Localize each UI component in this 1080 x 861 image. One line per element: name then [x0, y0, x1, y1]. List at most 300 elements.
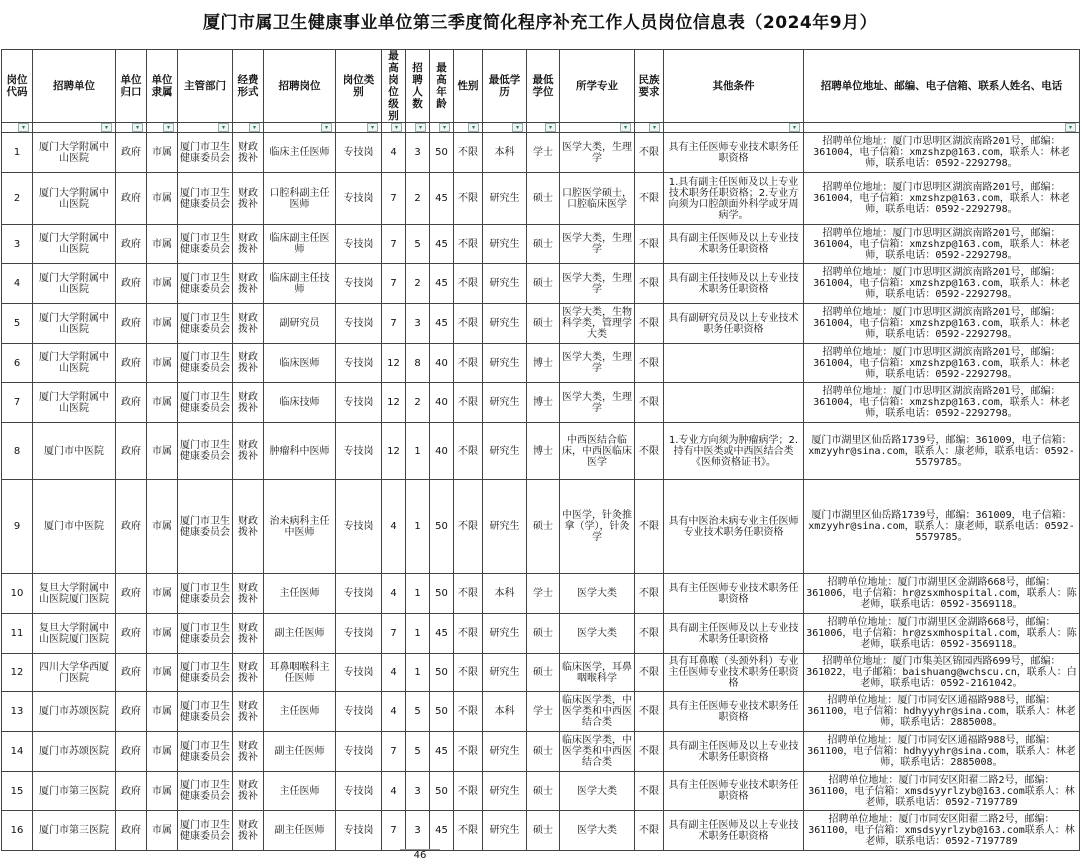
cell-count: 1 [406, 574, 430, 614]
cell-funding: 财政拨补 [233, 423, 264, 480]
filter-dropdown-icon[interactable]: ▾ [163, 123, 174, 132]
header-cell: 单位隶属 [147, 50, 178, 123]
cell-ethnicity: 不限 [635, 344, 664, 383]
table-row [2, 614, 1080, 654]
cell-funding: 财政拨补 [233, 344, 264, 383]
cell-unit: 四川大学华西厦门医院 [33, 654, 116, 692]
cell-unit: 厦门大学附属中山医院 [33, 225, 116, 264]
cell-degree: 硕士 [527, 732, 560, 772]
cell-count: 3 [406, 811, 430, 851]
cell-education: 研究生 [483, 811, 527, 851]
table-row [2, 264, 1080, 304]
cell-major: 医学大类，生理学 [560, 383, 635, 423]
cell-major: 临床医学类，中医学类和中西医结合类 [560, 732, 635, 772]
cell-level: 4 [382, 480, 406, 574]
cell-code: 14 [2, 732, 33, 772]
cell-post: 口腔科副主任医师 [264, 173, 336, 225]
cell-gender: 不限 [454, 133, 483, 173]
filter-dropdown-icon[interactable]: ▾ [101, 123, 112, 132]
cell-funding: 财政拨补 [233, 264, 264, 304]
table-row [2, 304, 1080, 344]
filter-cell [178, 123, 233, 133]
header-cell: 经费形式 [233, 50, 264, 123]
cell-funding: 财政拨补 [233, 574, 264, 614]
cell-department: 厦门市卫生健康委员会 [178, 574, 233, 614]
cell-education: 研究生 [483, 654, 527, 692]
cell-department: 厦门市卫生健康委员会 [178, 692, 233, 732]
filter-cell [116, 123, 147, 133]
header-cell: 岗位类别 [336, 50, 382, 123]
cell-post: 副主任医师 [264, 614, 336, 654]
cell-education: 研究生 [483, 772, 527, 811]
cell-ethnicity: 不限 [635, 654, 664, 692]
filter-cell [2, 123, 33, 133]
cell-major: 医学大类 [560, 614, 635, 654]
cell-contact: 招聘单位地址：厦门市湖里区金湖路668号，邮编：361006，电子信箱：hr@zsxmhospital.com，联系人：陈老师，联系电话：0592-3569118。 [804, 574, 1080, 614]
cell-unit-type: 政府 [116, 574, 147, 614]
header-cell: 最低学位 [527, 50, 560, 123]
cell-major: 口腔医学硕士，口腔临床医学 [560, 173, 635, 225]
cell-contact: 招聘单位地址：厦门市思明区湖滨南路201号，邮编：361004，电子信箱：xmzshzp@163.com，联系人：林老师，联系电话：0592-2292798。 [804, 133, 1080, 173]
cell-age: 40 [430, 423, 454, 480]
header-cell: 其他条件 [664, 50, 804, 123]
position-table [1, 49, 1080, 851]
cell-education: 研究生 [483, 732, 527, 772]
cell-contact: 招聘单位地址：厦门市思明区湖滨南路201号，邮编：361004，电子信箱：xmzshzp@163.com，联系人：林老师，联系电话：0592-2292798。 [804, 173, 1080, 225]
cell-department: 厦门市卫生健康委员会 [178, 654, 233, 692]
cell-age: 40 [430, 344, 454, 383]
filter-dropdown-icon[interactable]: ▾ [367, 123, 378, 132]
cell-post-type: 专技岗 [336, 614, 382, 654]
cell-post: 肿瘤科中医师 [264, 423, 336, 480]
cell-funding: 财政拨补 [233, 304, 264, 344]
cell-affiliation: 市属 [147, 423, 178, 480]
cell-contact: 招聘单位地址：厦门市同安区阳翟二路2号，邮编：361100，电子信箱：xmsdsyyrlzyb@163.com联系人：林老师，联系电话：0592-7197789 [804, 772, 1080, 811]
cell-funding: 财政拨补 [233, 811, 264, 851]
cell-count: 1 [406, 480, 430, 574]
cell-level: 7 [382, 304, 406, 344]
cell-unit: 厦门市苏颂医院 [33, 732, 116, 772]
cell-department: 厦门市卫生健康委员会 [178, 480, 233, 574]
cell-education: 研究生 [483, 614, 527, 654]
cell-funding: 财政拨补 [233, 383, 264, 423]
cell-education: 研究生 [483, 264, 527, 304]
cell-other-conditions: 1.具有副主任医师及以上专业技术职务任职资格；2.专业方向须为口腔颌面外科学或牙周病学。 [664, 173, 804, 225]
cell-post-type: 专技岗 [336, 574, 382, 614]
cell-count: 5 [406, 692, 430, 732]
cell-degree: 硕士 [527, 304, 560, 344]
cell-code: 11 [2, 614, 33, 654]
cell-ethnicity: 不限 [635, 264, 664, 304]
cell-ethnicity: 不限 [635, 772, 664, 811]
cell-level: 4 [382, 692, 406, 732]
cell-age: 45 [430, 173, 454, 225]
cell-department: 厦门市卫生健康委员会 [178, 811, 233, 851]
table-body [2, 123, 1080, 851]
filter-row [2, 123, 1080, 133]
filter-cell [382, 123, 406, 133]
cell-degree: 硕士 [527, 173, 560, 225]
cell-code: 16 [2, 811, 33, 851]
cell-ethnicity: 不限 [635, 692, 664, 732]
cell-post-type: 专技岗 [336, 383, 382, 423]
cell-funding: 财政拨补 [233, 654, 264, 692]
header-cell: 岗位代码 [2, 50, 33, 123]
table-row [2, 654, 1080, 692]
cell-post: 主任医师 [264, 692, 336, 732]
cell-gender: 不限 [454, 304, 483, 344]
cell-gender: 不限 [454, 383, 483, 423]
header-cell: 最高年龄 [430, 50, 454, 123]
cell-major: 中医学，针灸推拿（学），针灸学 [560, 480, 635, 574]
cell-major: 医学大类 [560, 811, 635, 851]
cell-other-conditions: 具有耳鼻喉（头颈外科）专业主任医师专业技术职务任职资格 [664, 654, 804, 692]
cell-count: 8 [406, 344, 430, 383]
filter-cell [804, 123, 1080, 133]
cell-unit-type: 政府 [116, 173, 147, 225]
cell-contact: 招聘单位地址：厦门市思明区湖滨南路201号，邮编：361004，电子信箱：xmzshzp@163.com，联系人：林老师，联系电话：0592-2292798。 [804, 304, 1080, 344]
cell-code: 8 [2, 423, 33, 480]
table-row [2, 811, 1080, 851]
cell-post-type: 专技岗 [336, 133, 382, 173]
cell-major: 医学大类 [560, 772, 635, 811]
cell-degree: 博士 [527, 383, 560, 423]
cell-department: 厦门市卫生健康委员会 [178, 264, 233, 304]
cell-code: 4 [2, 264, 33, 304]
cell-affiliation: 市属 [147, 264, 178, 304]
cell-level: 12 [382, 383, 406, 423]
cell-unit-type: 政府 [116, 423, 147, 480]
table-row [2, 133, 1080, 173]
cell-degree: 硕士 [527, 480, 560, 574]
filter-dropdown-icon[interactable]: ▾ [18, 123, 29, 132]
cell-level: 4 [382, 654, 406, 692]
cell-ethnicity: 不限 [635, 304, 664, 344]
filter-dropdown-icon[interactable]: ▾ [545, 123, 556, 132]
cell-unit: 厦门大学附属中山医院 [33, 264, 116, 304]
cell-major: 医学大类，生物科学类，管理学大类 [560, 304, 635, 344]
cell-count: 2 [406, 383, 430, 423]
cell-ethnicity: 不限 [635, 383, 664, 423]
cell-department: 厦门市卫生健康委员会 [178, 423, 233, 480]
cell-gender: 不限 [454, 423, 483, 480]
table-row [2, 732, 1080, 772]
cell-count: 1 [406, 614, 430, 654]
cell-unit: 复旦大学附属中山医院厦门医院 [33, 614, 116, 654]
cell-major: 临床医学类，中医学类和中西医结合类 [560, 692, 635, 732]
cell-other-conditions: 具有主任医师专业技术职务任职资格 [664, 692, 804, 732]
filter-dropdown-icon[interactable]: ▾ [512, 123, 523, 132]
cell-contact: 招聘单位地址：厦门市集美区锦园西路699号，邮编：361022，电子邮箱：baishuang@wchscu.cn，联系人：白老师，联系电话：0592-2161042。 [804, 654, 1080, 692]
cell-contact: 招聘单位地址：厦门市思明区湖滨南路201号，邮编：361004，电子信箱：xmzshzp@163.com，联系人：林老师，联系电话：0592-2292798。 [804, 383, 1080, 423]
cell-degree: 博士 [527, 423, 560, 480]
cell-post-type: 专技岗 [336, 732, 382, 772]
cell-unit-type: 政府 [116, 654, 147, 692]
cell-education: 本科 [483, 133, 527, 173]
cell-post: 治未病科主任中医师 [264, 480, 336, 574]
cell-gender: 不限 [454, 344, 483, 383]
cell-education: 本科 [483, 692, 527, 732]
cell-post: 副主任医师 [264, 811, 336, 851]
page-title: 厦门市属卫生健康事业单位第三季度简化程序补充工作人员岗位信息表（2024年9月） [202, 13, 878, 33]
cell-ethnicity: 不限 [635, 173, 664, 225]
cell-ethnicity: 不限 [635, 423, 664, 480]
cell-major: 医学大类，生理学 [560, 225, 635, 264]
cell-age: 50 [430, 480, 454, 574]
header-cell: 民族要求 [635, 50, 664, 123]
cell-gender: 不限 [454, 614, 483, 654]
header-cell: 单位归口 [116, 50, 147, 123]
cell-unit-type: 政府 [116, 304, 147, 344]
cell-gender: 不限 [454, 225, 483, 264]
table-row [2, 423, 1080, 480]
cell-affiliation: 市属 [147, 225, 178, 264]
cell-department: 厦门市卫生健康委员会 [178, 225, 233, 264]
filter-dropdown-icon[interactable]: ▾ [249, 123, 260, 132]
header-cell: 最高岗位级别 [382, 50, 406, 123]
cell-level: 7 [382, 173, 406, 225]
table-row [2, 574, 1080, 614]
cell-age: 45 [430, 614, 454, 654]
cell-affiliation: 市属 [147, 133, 178, 173]
cell-degree: 硕士 [527, 811, 560, 851]
cell-count: 2 [406, 173, 430, 225]
cell-department: 厦门市卫生健康委员会 [178, 772, 233, 811]
header-cell: 主管部门 [178, 50, 233, 123]
cell-education: 研究生 [483, 225, 527, 264]
cell-post: 临床副主任医师 [264, 225, 336, 264]
cell-post-type: 专技岗 [336, 480, 382, 574]
cell-age: 45 [430, 264, 454, 304]
cell-post: 副主任医师 [264, 732, 336, 772]
cell-unit: 厦门大学附属中山医院 [33, 344, 116, 383]
cell-education: 研究生 [483, 173, 527, 225]
cell-post-type: 专技岗 [336, 692, 382, 732]
cell-major: 医学大类，生理学 [560, 264, 635, 304]
cell-degree: 学士 [527, 574, 560, 614]
cell-contact: 招聘单位地址：厦门市湖里区金湖路668号，邮编：361006，电子信箱：hr@zsxmhospital.com，联系人：陈老师，联系电话：0592-3569118。 [804, 614, 1080, 654]
filter-dropdown-icon[interactable]: ▾ [132, 123, 143, 132]
cell-post-type: 专技岗 [336, 225, 382, 264]
cell-age: 50 [430, 654, 454, 692]
table-row [2, 692, 1080, 732]
cell-other-conditions [664, 383, 804, 423]
cell-unit: 厦门大学附属中山医院 [33, 383, 116, 423]
filter-cell [264, 123, 336, 133]
cell-degree: 学士 [527, 692, 560, 732]
filter-dropdown-icon[interactable]: ▾ [468, 123, 479, 132]
cell-age: 45 [430, 225, 454, 264]
cell-gender: 不限 [454, 264, 483, 304]
cell-funding: 财政拨补 [233, 480, 264, 574]
cell-degree: 硕士 [527, 772, 560, 811]
table-row [2, 173, 1080, 225]
cell-gender: 不限 [454, 811, 483, 851]
cell-age: 50 [430, 574, 454, 614]
cell-contact: 招聘单位地址：厦门市思明区湖滨南路201号，邮编：361004，电子信箱：xmzshzp@163.com，联系人：林老师，联系电话：0592-2292798。 [804, 264, 1080, 304]
filter-dropdown-icon[interactable]: ▾ [415, 123, 426, 132]
cell-post: 临床副主任技师 [264, 264, 336, 304]
cell-unit: 厦门大学附属中山医院 [33, 173, 116, 225]
cell-post-type: 专技岗 [336, 344, 382, 383]
cell-ethnicity: 不限 [635, 574, 664, 614]
cell-age: 45 [430, 732, 454, 772]
cell-contact: 厦门市湖里区仙岳路1739号，邮编：361009，电子信箱：xmzyyhr@sina.com，联系人：康老师，联系电话：0592-5579785。 [804, 480, 1080, 574]
cell-other-conditions: 具有副主任医师及以上专业技术职务任职资格 [664, 732, 804, 772]
cell-affiliation: 市属 [147, 383, 178, 423]
filter-dropdown-icon[interactable]: ▾ [620, 123, 631, 132]
cell-other-conditions: 1.专业方向须为肿瘤病学；2.持有中医类或中西医结合类《医师资格证书》。 [664, 423, 804, 480]
cell-funding: 财政拨补 [233, 225, 264, 264]
cell-affiliation: 市属 [147, 732, 178, 772]
cell-other-conditions: 具有中医治未病专业主任医师专业技术职务任职资格 [664, 480, 804, 574]
filter-dropdown-icon[interactable]: ▾ [1065, 123, 1076, 132]
cell-post: 临床主任医师 [264, 133, 336, 173]
cell-unit: 厦门市第三医院 [33, 772, 116, 811]
cell-degree: 硕士 [527, 614, 560, 654]
cell-unit-type: 政府 [116, 133, 147, 173]
cell-affiliation: 市属 [147, 811, 178, 851]
cell-funding: 财政拨补 [233, 692, 264, 732]
cell-major: 中西医结合临床，中西医临床医学 [560, 423, 635, 480]
cell-funding: 财政拨补 [233, 173, 264, 225]
cell-level: 7 [382, 225, 406, 264]
cell-count: 5 [406, 732, 430, 772]
cell-post-type: 专技岗 [336, 173, 382, 225]
table-row [2, 225, 1080, 264]
cell-post: 副研究员 [264, 304, 336, 344]
filter-cell [336, 123, 382, 133]
cell-post-type: 专技岗 [336, 423, 382, 480]
cell-major: 临床医学，耳鼻咽喉科学 [560, 654, 635, 692]
cell-major: 医学大类，生理学 [560, 133, 635, 173]
cell-unit: 厦门大学附属中山医院 [33, 304, 116, 344]
cell-contact: 招聘单位地址：厦门市思明区湖滨南路201号，邮编：361004，电子信箱：xmzshzp@163.com，联系人：林老师，联系电话：0592-2292798。 [804, 225, 1080, 264]
cell-age: 40 [430, 383, 454, 423]
table-row [2, 344, 1080, 383]
filter-cell [560, 123, 635, 133]
filter-cell [233, 123, 264, 133]
cell-other-conditions: 具有主任医师专业技术职务任职资格 [664, 133, 804, 173]
cell-degree: 博士 [527, 344, 560, 383]
filter-cell [406, 123, 430, 133]
cell-post-type: 专技岗 [336, 304, 382, 344]
cell-age: 45 [430, 811, 454, 851]
cell-unit-type: 政府 [116, 480, 147, 574]
cell-code: 1 [2, 133, 33, 173]
filter-dropdown-icon[interactable]: ▾ [439, 123, 450, 132]
filter-dropdown-icon[interactable]: ▾ [649, 123, 660, 132]
cell-unit-type: 政府 [116, 614, 147, 654]
header-cell: 最低学历 [483, 50, 527, 123]
filter-cell [635, 123, 664, 133]
cell-ethnicity: 不限 [635, 732, 664, 772]
cell-post: 主任医师 [264, 574, 336, 614]
filter-cell [33, 123, 116, 133]
filter-dropdown-icon[interactable]: ▾ [321, 123, 332, 132]
filter-cell [454, 123, 483, 133]
cell-other-conditions: 具有副主任医师及以上专业技术职务任职资格 [664, 225, 804, 264]
cell-education: 研究生 [483, 480, 527, 574]
cell-code: 9 [2, 480, 33, 574]
cell-ethnicity: 不限 [635, 614, 664, 654]
filter-cell [430, 123, 454, 133]
cell-unit-type: 政府 [116, 772, 147, 811]
cell-age: 50 [430, 133, 454, 173]
cell-count: 3 [406, 304, 430, 344]
cell-ethnicity: 不限 [635, 133, 664, 173]
cell-affiliation: 市属 [147, 692, 178, 732]
cell-code: 3 [2, 225, 33, 264]
filter-cell [527, 123, 560, 133]
cell-gender: 不限 [454, 772, 483, 811]
cell-department: 厦门市卫生健康委员会 [178, 732, 233, 772]
cell-unit: 厦门市中医院 [33, 480, 116, 574]
cell-post-type: 专技岗 [336, 654, 382, 692]
cell-level: 7 [382, 732, 406, 772]
cell-count: 5 [406, 225, 430, 264]
cell-unit: 厦门市第三医院 [33, 811, 116, 851]
cell-affiliation: 市属 [147, 574, 178, 614]
header-cell: 性别 [454, 50, 483, 123]
header-cell: 招聘单位地址、邮编、电子信箱、联系人姓名、电话 [804, 50, 1080, 123]
header-cell: 所学专业 [560, 50, 635, 123]
header-cell: 招聘单位 [33, 50, 116, 123]
filter-cell [664, 123, 804, 133]
cell-count: 2 [406, 264, 430, 304]
cell-code: 10 [2, 574, 33, 614]
cell-department: 厦门市卫生健康委员会 [178, 173, 233, 225]
filter-cell [147, 123, 178, 133]
cell-gender: 不限 [454, 692, 483, 732]
table-row [2, 480, 1080, 574]
header-row [2, 50, 1080, 123]
cell-degree: 学士 [527, 133, 560, 173]
cell-level: 4 [382, 574, 406, 614]
filter-dropdown-icon[interactable]: ▾ [391, 123, 402, 132]
cell-post-type: 专技岗 [336, 772, 382, 811]
cell-affiliation: 市属 [147, 344, 178, 383]
cell-post: 临床技师 [264, 383, 336, 423]
cell-post: 临床医师 [264, 344, 336, 383]
cell-degree: 硕士 [527, 654, 560, 692]
cell-affiliation: 市属 [147, 654, 178, 692]
cell-unit-type: 政府 [116, 732, 147, 772]
header-cell: 招聘岗位 [264, 50, 336, 123]
cell-funding: 财政拨补 [233, 732, 264, 772]
cell-department: 厦门市卫生健康委员会 [178, 304, 233, 344]
cell-age: 45 [430, 304, 454, 344]
cell-level: 12 [382, 423, 406, 480]
cell-department: 厦门市卫生健康委员会 [178, 133, 233, 173]
filter-dropdown-icon[interactable]: ▾ [789, 123, 800, 132]
cell-department: 厦门市卫生健康委员会 [178, 344, 233, 383]
cell-unit-type: 政府 [116, 383, 147, 423]
cell-other-conditions: 具有副主任医师及以上专业技术职务任职资格 [664, 811, 804, 851]
filter-dropdown-icon[interactable]: ▾ [218, 123, 229, 132]
cell-gender: 不限 [454, 173, 483, 225]
cell-contact: 招聘单位地址：厦门市同安区通福路988号，邮编：361100，电子信箱：hdhyyyhr@sina.com，联系人：林老师，联系电话：2885008。 [804, 732, 1080, 772]
cell-code: 6 [2, 344, 33, 383]
cell-affiliation: 市属 [147, 480, 178, 574]
cell-gender: 不限 [454, 574, 483, 614]
cell-other-conditions: 具有副研究员及以上专业技术职务任职资格 [664, 304, 804, 344]
cell-code: 13 [2, 692, 33, 732]
cell-other-conditions [664, 344, 804, 383]
cell-contact: 招聘单位地址：厦门市同安区阳翟二路2号，邮编：361100，电子信箱：xmsdsyyrlzyb@163.com联系人：林老师，联系电话：0592-7197789 [804, 811, 1080, 851]
table-row [2, 772, 1080, 811]
cell-other-conditions: 具有副主任技师及以上专业技术职务任职资格 [664, 264, 804, 304]
